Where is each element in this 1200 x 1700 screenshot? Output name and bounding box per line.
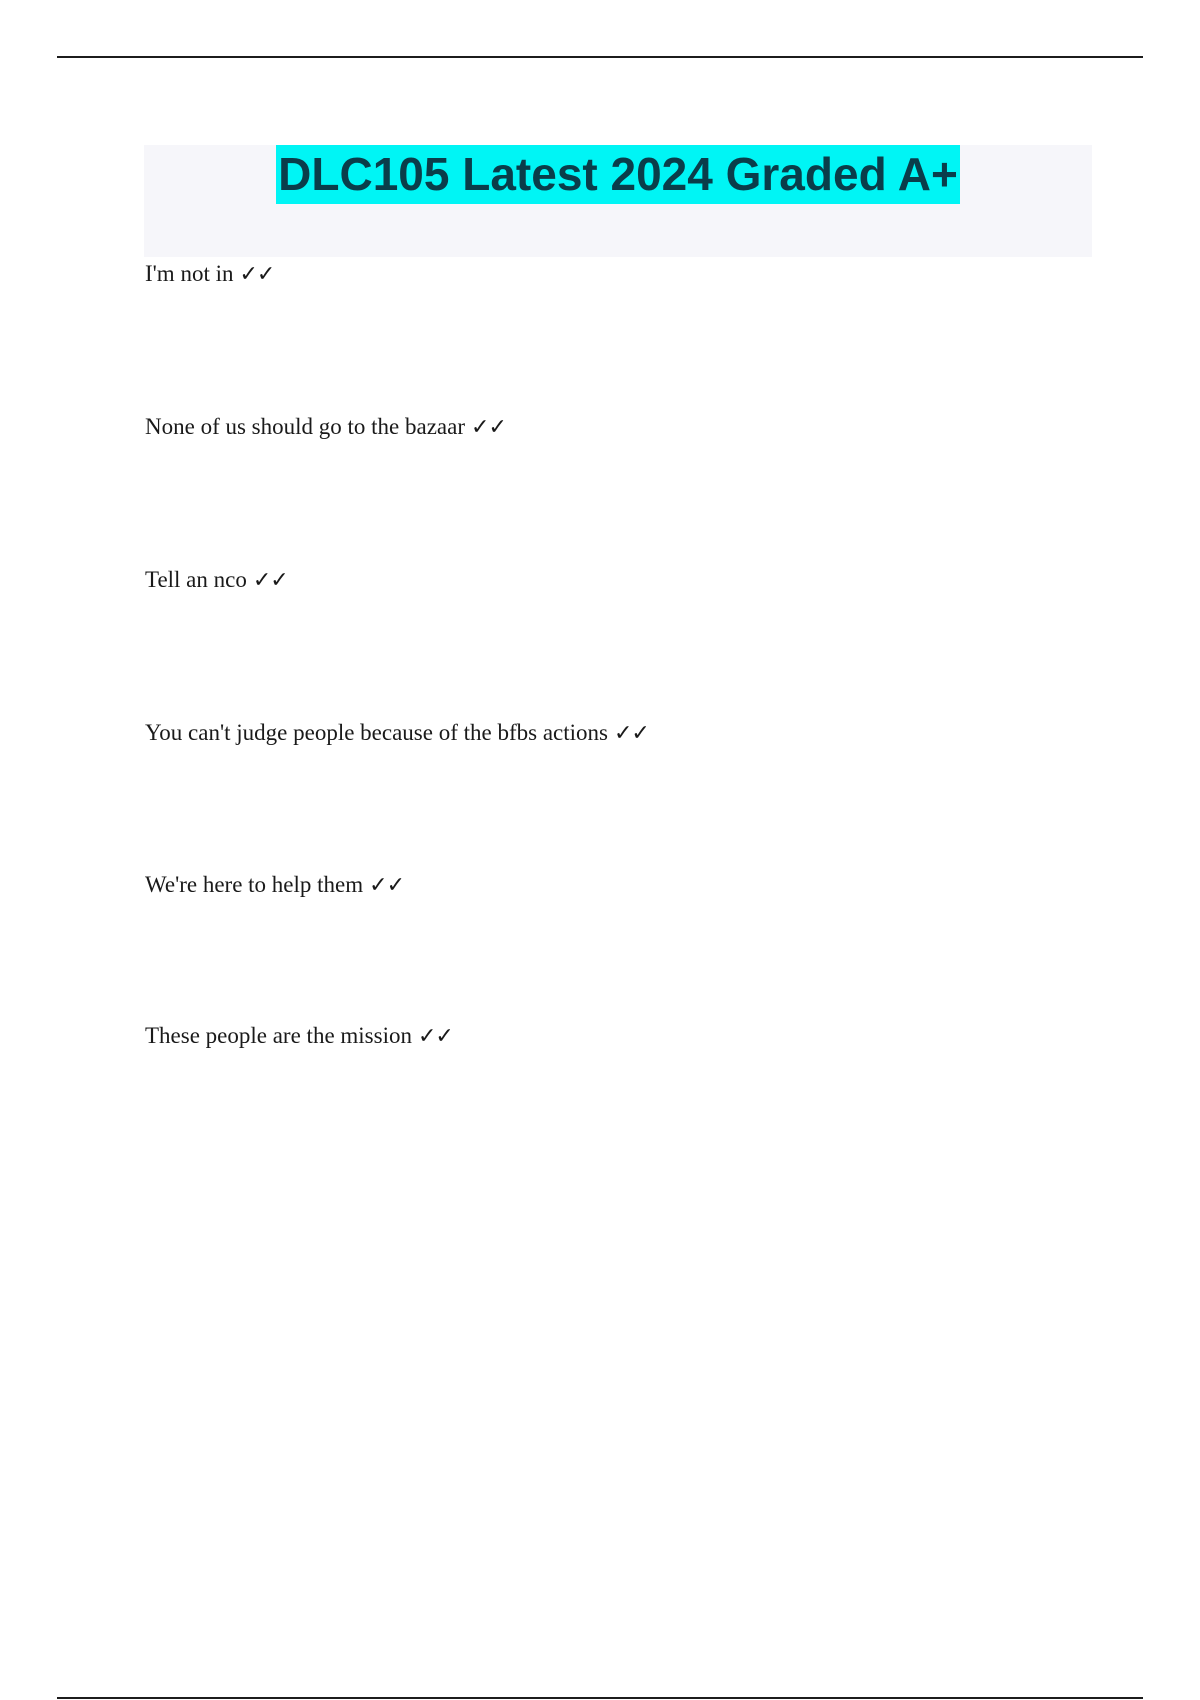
double-check-icon: ✓✓ [613, 721, 649, 746]
double-check-icon: ✓✓ [471, 415, 506, 440]
answer-text: I'm not in [145, 261, 234, 286]
double-check-icon: ✓✓ [369, 873, 405, 898]
title-banner [144, 145, 1092, 257]
answer-text: None of us should go to the bazaar [145, 414, 466, 439]
answer-item [145, 411, 1095, 564]
answer-item [145, 717, 1095, 869]
answer-text: We're here to help them [145, 872, 364, 897]
document-title [144, 149, 1092, 199]
double-check-icon: ✓✓ [417, 1024, 453, 1049]
top-rule [57, 56, 1143, 58]
answer-item [145, 869, 1095, 1020]
answer-item [145, 1020, 1095, 1173]
answer-text: You can't judge people because of the bfbs actions [145, 720, 608, 745]
bottom-rule [57, 1697, 1143, 1699]
double-check-icon: ✓✓ [252, 568, 288, 593]
document-title-highlight: DLC105 Latest 2024 Graded A+ [276, 145, 960, 204]
answer-item [145, 258, 1095, 411]
double-check-icon: ✓✓ [239, 262, 275, 287]
answer-item [145, 564, 1095, 717]
answer-text: Tell an nco [145, 567, 247, 592]
answer-text: These people are the mission [145, 1023, 412, 1048]
answer-list [145, 258, 1095, 1173]
